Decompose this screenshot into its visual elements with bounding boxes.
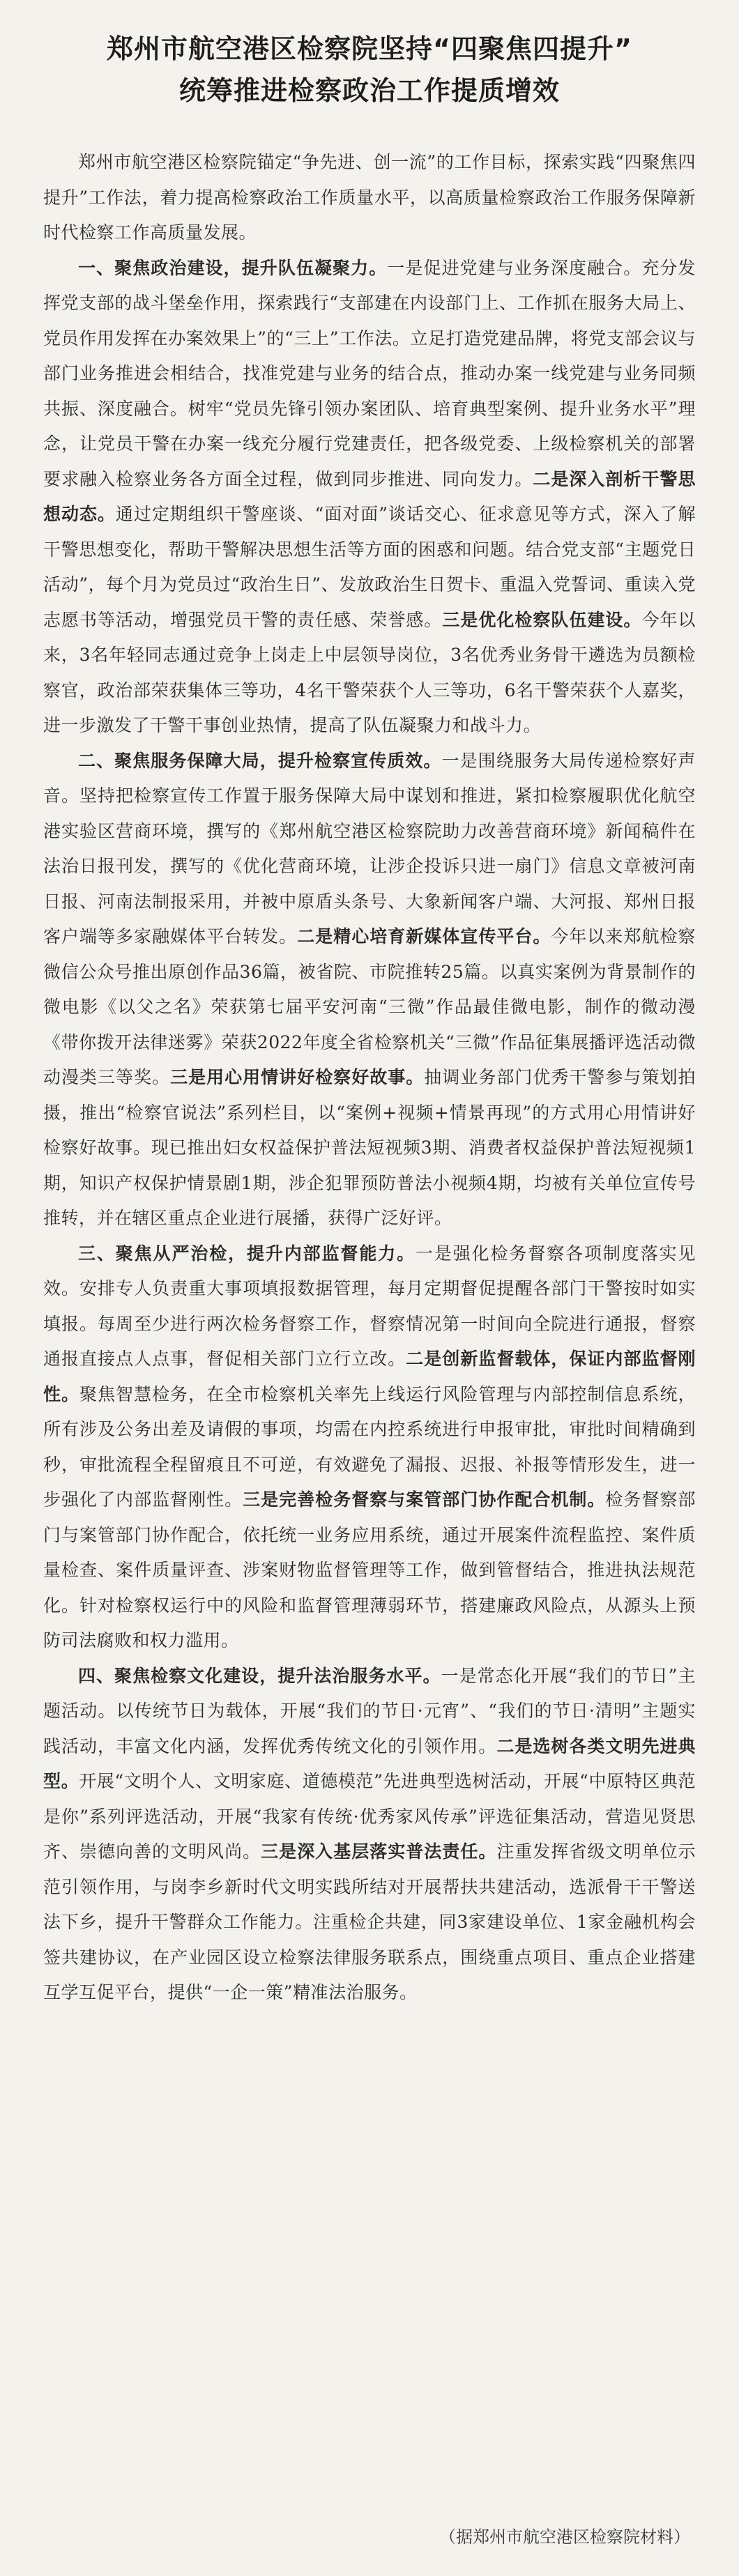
section-2-body-2: 今年以来郑航检察微信公众号推出原创作品36篇，被省院、市院推转25篇。以真实案例为背景制作的微电影《以父之名》荣获第七届平安河南“三微”作品最佳微电影，制作的微动漫《带你拨开法律迷雾》荣获2022年度全省检察机关“三微”作品征集展播评选活动微动漫类三等奖。 — [43, 926, 696, 1087]
section-1-paragraph — [43, 251, 696, 744]
section-4-subheading-3: 三是深入基层落实普法责任。 — [261, 1841, 497, 1862]
section-2-body-1: 一是围绕服务大局传递检察好声音。坚持把检察宣传工作置于服务保障大局中谋划和推进，紧扣检察履职优化航空港实验区营商环境，撰写的《郑州航空港区检察院助力改善营商环境》新闻稿件在法治日报刊发，撰写的《优化营商环境，让涉企投诉只进一扇门》信息文章被河南日报、河南法制报采用，并被中原盾头条号、大象新闻客户端、大河报、郑州日报客户端等多家融媒体平台转发。 — [43, 750, 696, 946]
section-1-heading: 一、聚焦政治建设，提升队伍凝聚力。 — [78, 257, 388, 278]
article-source-note: （据郑州市航空港区检察院材料） — [439, 2527, 690, 2547]
section-4-subheading-2: 二是选树各类文明先进典型。 — [43, 1735, 696, 1791]
section-1-subheading-3: 三是优化检察队伍建设。 — [442, 609, 642, 630]
article-title-block — [43, 28, 696, 112]
section-3-body-3: 检务督察部门与案管部门协作配合，依托统一业务应用系统，通过开展案件流程监控、案件质量检查、案件质量评查、涉案财物监督管理等工作，做到管督结合，推进执法规范化。针对检察权运行中的风险和监督管理薄弱环节，搭建廉政风险点，从源头上预防司法腐败和权力滥用。 — [43, 1489, 696, 1650]
section-1-subheading-2: 二是深入剖析干警思想动态。 — [43, 468, 696, 524]
section-2-subheading-3: 三是用心用情讲好检察好故事。 — [170, 1067, 425, 1087]
section-1-body-1: 一是促进党建与业务深度融合。充分发挥党支部的战斗堡垒作用，探索践行“支部建在内设部门上、工作抓在服务大局上、党员作用发挥在办案效果上”的“三上”工作法。立足打造党建品牌，将党支部会议与部门业务推进会相结合，找准党建与业务的结合点，推动办案一线党建与业务同频共振、深度融合。树牢“党员先锋引领办案团队、培育典型案例、提升业务水平”理念，让党员干警在办案一线充分履行党建责任，把各级党委、上级检察机关的部署要求融入检察业务各方面全过程，做到同步推进、同向发力。 — [43, 257, 696, 489]
section-3-paragraph — [43, 1236, 696, 1659]
section-1-body-3: 今年以来，3名年轻同志通过竞争上岗走上中层领导岗位，3名优秀业务骨干遴选为员额检察官，政治部荣获集体三等功，4名干警荣获个人三等功，6名干警荣获个人嘉奖，进一步激发了干警干事创业热情，提高了队伍凝聚力和战斗力。 — [43, 609, 696, 735]
section-3-body-2: 聚焦智慧检务，在全市检察机关率先上线运行风险管理与内部控制信息系统，所有涉及公务出差及请假的事项，均需在内控系统进行申报审批，审批时间精确到秒，审批流程全程留痕且不可逆，有效避免了漏报、迟报、补报等情形发生，进一步强化了内部监督刚性。 — [43, 1383, 696, 1510]
section-3-body-1: 一是强化检务督察各项制度落实见效。安排专人负责重大事项填报数据管理，每月定期督促提醒各部门干警按时如实填报。每周至少进行两次检务督察工作，督察情况第一时间向全院进行通报，督察通报直接点人点事，督促相关部门立行立改。 — [43, 1243, 696, 1369]
section-4-body-3: 注重发挥省级文明单位示范引领作用，与岗李乡新时代文明实践所结对开展帮扶共建活动，选派骨干干警送法下乡，提升干警群众工作能力。注重检企共建，同3家建设单位、1家金融机构会签共建协议，在产业园区设立检察法律服务联系点，围绕重点项目、重点企业搭建互学互促平台，提供“一企一策”精准法治服务。 — [43, 1841, 696, 2002]
section-4-heading: 四、聚焦检察文化建设，提升法治服务水平。 — [78, 1665, 441, 1686]
article-title-line-1: 郑州市航空港区检察院坚持“四聚焦四提升” — [107, 33, 632, 64]
section-1-body-2: 通过定期组织干警座谈、“面对面”谈话交心、征求意见等方式，深入了解干警思想变化，帮助干警解决思想生活等方面的困惑和问题。结合党支部“主题党日活动”，每个月为党员过“政治生日”、发放政治生日贺卡、重温入党誓词、重读入党志愿书等活动，增强党员干警的责任感、荣誉感。 — [43, 504, 696, 630]
article-title-line-2: 统筹推进检察政治工作提质增效 — [178, 75, 560, 106]
section-3-subheading-2: 二是创新监督载体，保证内部监督刚性。 — [43, 1349, 696, 1404]
section-4-body-1: 一是常态化开展“我们的节日”主题活动。以传统节日为载体，开展“我们的节日·元宵”、“我们的节日·清明”主题实践活动，丰富文化内涵，发挥优秀传统文化的引领作用。 — [43, 1665, 696, 1756]
section-2-body-3: 抽调业务部门优秀干警参与策划拍摄，推出“检察官说法”系列栏目，以“案例+视频+情景再现”的方式用心用情讲好检察好故事。现已推出妇女权益保护普法短视频3期、消费者权益保护普法短视频1期，知识产权保护情景剧1期，涉企犯罪预防普法小视频4期，均被有关单位宣传号推转，并在辖区重点企业进行展播，获得广泛好评。 — [43, 1067, 696, 1228]
section-2-paragraph — [43, 744, 696, 1236]
section-4-paragraph — [43, 1659, 696, 2011]
section-2-subheading-2: 二是精心培育新媒体宣传平台。 — [297, 926, 551, 946]
section-3-subheading-3: 三是完善检务督察与案管部门协作配合机制。 — [243, 1489, 606, 1510]
section-4-body-2: 开展“文明个人、文明家庭、道德模范”先进典型选树活动，开展“中原特区典范是你”系列评选活动，开展“我家有传统·优秀家风传承”评选征集活动，营造见贤思齐、崇德向善的文明风尚。 — [43, 1771, 696, 1862]
section-2-heading: 二、聚焦服务保障大局，提升检察宣传质效。 — [78, 750, 442, 771]
section-3-heading: 三、聚焦从严治检，提升内部监督能力。 — [78, 1243, 416, 1264]
intro-paragraph: 郑州市航空港区检察院锚定“争先进、创一流”的工作目标，探索实践“四聚焦四提升”工作法，着力提高检察政治工作质量水平，以高质量检察政治工作服务保障新时代检察工作高质量发展。 — [43, 152, 696, 243]
